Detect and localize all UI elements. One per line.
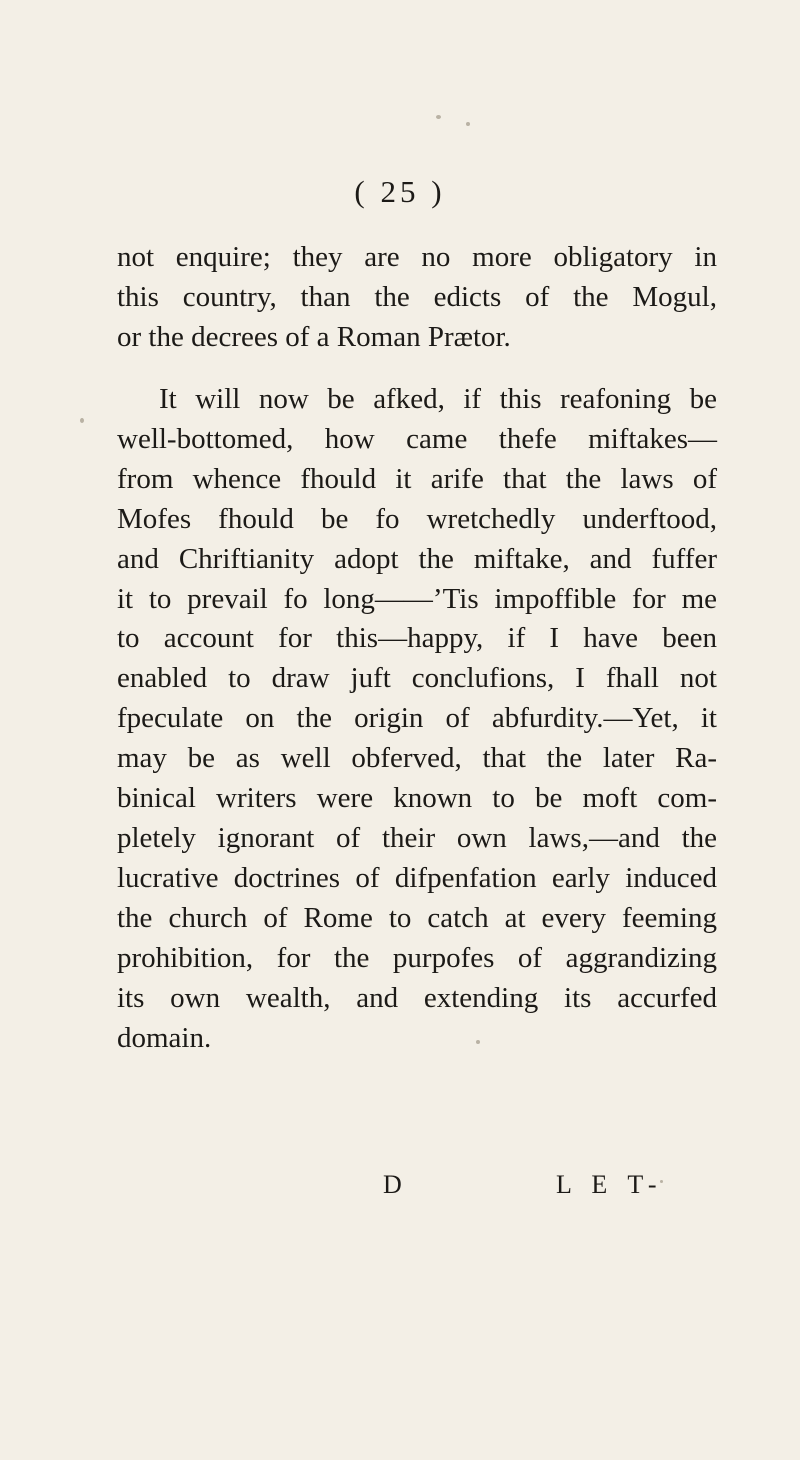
text-line: it to prevail fo long——’Tis impoffible for me <box>117 582 717 615</box>
text-line: from whence fhould it arife that the laws of <box>117 462 717 495</box>
paper-speck <box>466 122 470 126</box>
text-line: to account for this—happy, if I have been <box>117 622 717 655</box>
text-line: not enquire; they are no more obligatory in <box>117 241 717 273</box>
paragraph-2 <box>117 380 717 1058</box>
page-number: ( 25 ) <box>354 174 446 209</box>
signature-mark: D <box>383 1170 402 1199</box>
text-line: It will now be afked, if this reafoning be <box>159 383 717 415</box>
text-line: this country, than the edicts of the Mogul, <box>117 280 717 313</box>
catchword: L E T- <box>556 1170 664 1199</box>
text-line: well-bottomed, how came thefe miftakes— <box>117 422 717 455</box>
text-line: or the decrees of a Roman Prætor. <box>117 320 511 353</box>
text-line: binical writers were known to be moft com- <box>117 782 717 815</box>
text-line: its own wealth, and extending its accurfed <box>117 981 717 1014</box>
text-line: pletely ignorant of their own laws,—and the <box>117 821 717 854</box>
text-line: enabled to draw juft conclufions, I fhall not <box>117 662 717 695</box>
text-line: domain. <box>117 1021 212 1054</box>
text-line: and Chriftianity adopt the miftake, and fuffer <box>117 542 717 575</box>
text-line: lucrative doctrines of difpenfation early induced <box>117 861 717 894</box>
text-line: may be as well obferved, that the later Ra- <box>117 742 717 775</box>
paper-speck <box>80 418 84 423</box>
text-line: fpeculate on the origin of abfurdity.—Yet, it <box>117 702 717 735</box>
paragraph-1 <box>117 238 717 358</box>
text-line: the church of Rome to catch at every feeming <box>117 901 717 934</box>
text-line: prohibition, for the purpofes of aggrandizing <box>117 941 717 974</box>
paper-speck <box>436 115 441 119</box>
text-line: Mofes fhould be fo wretchedly underftood, <box>117 502 717 535</box>
page-footer <box>0 1170 800 1210</box>
